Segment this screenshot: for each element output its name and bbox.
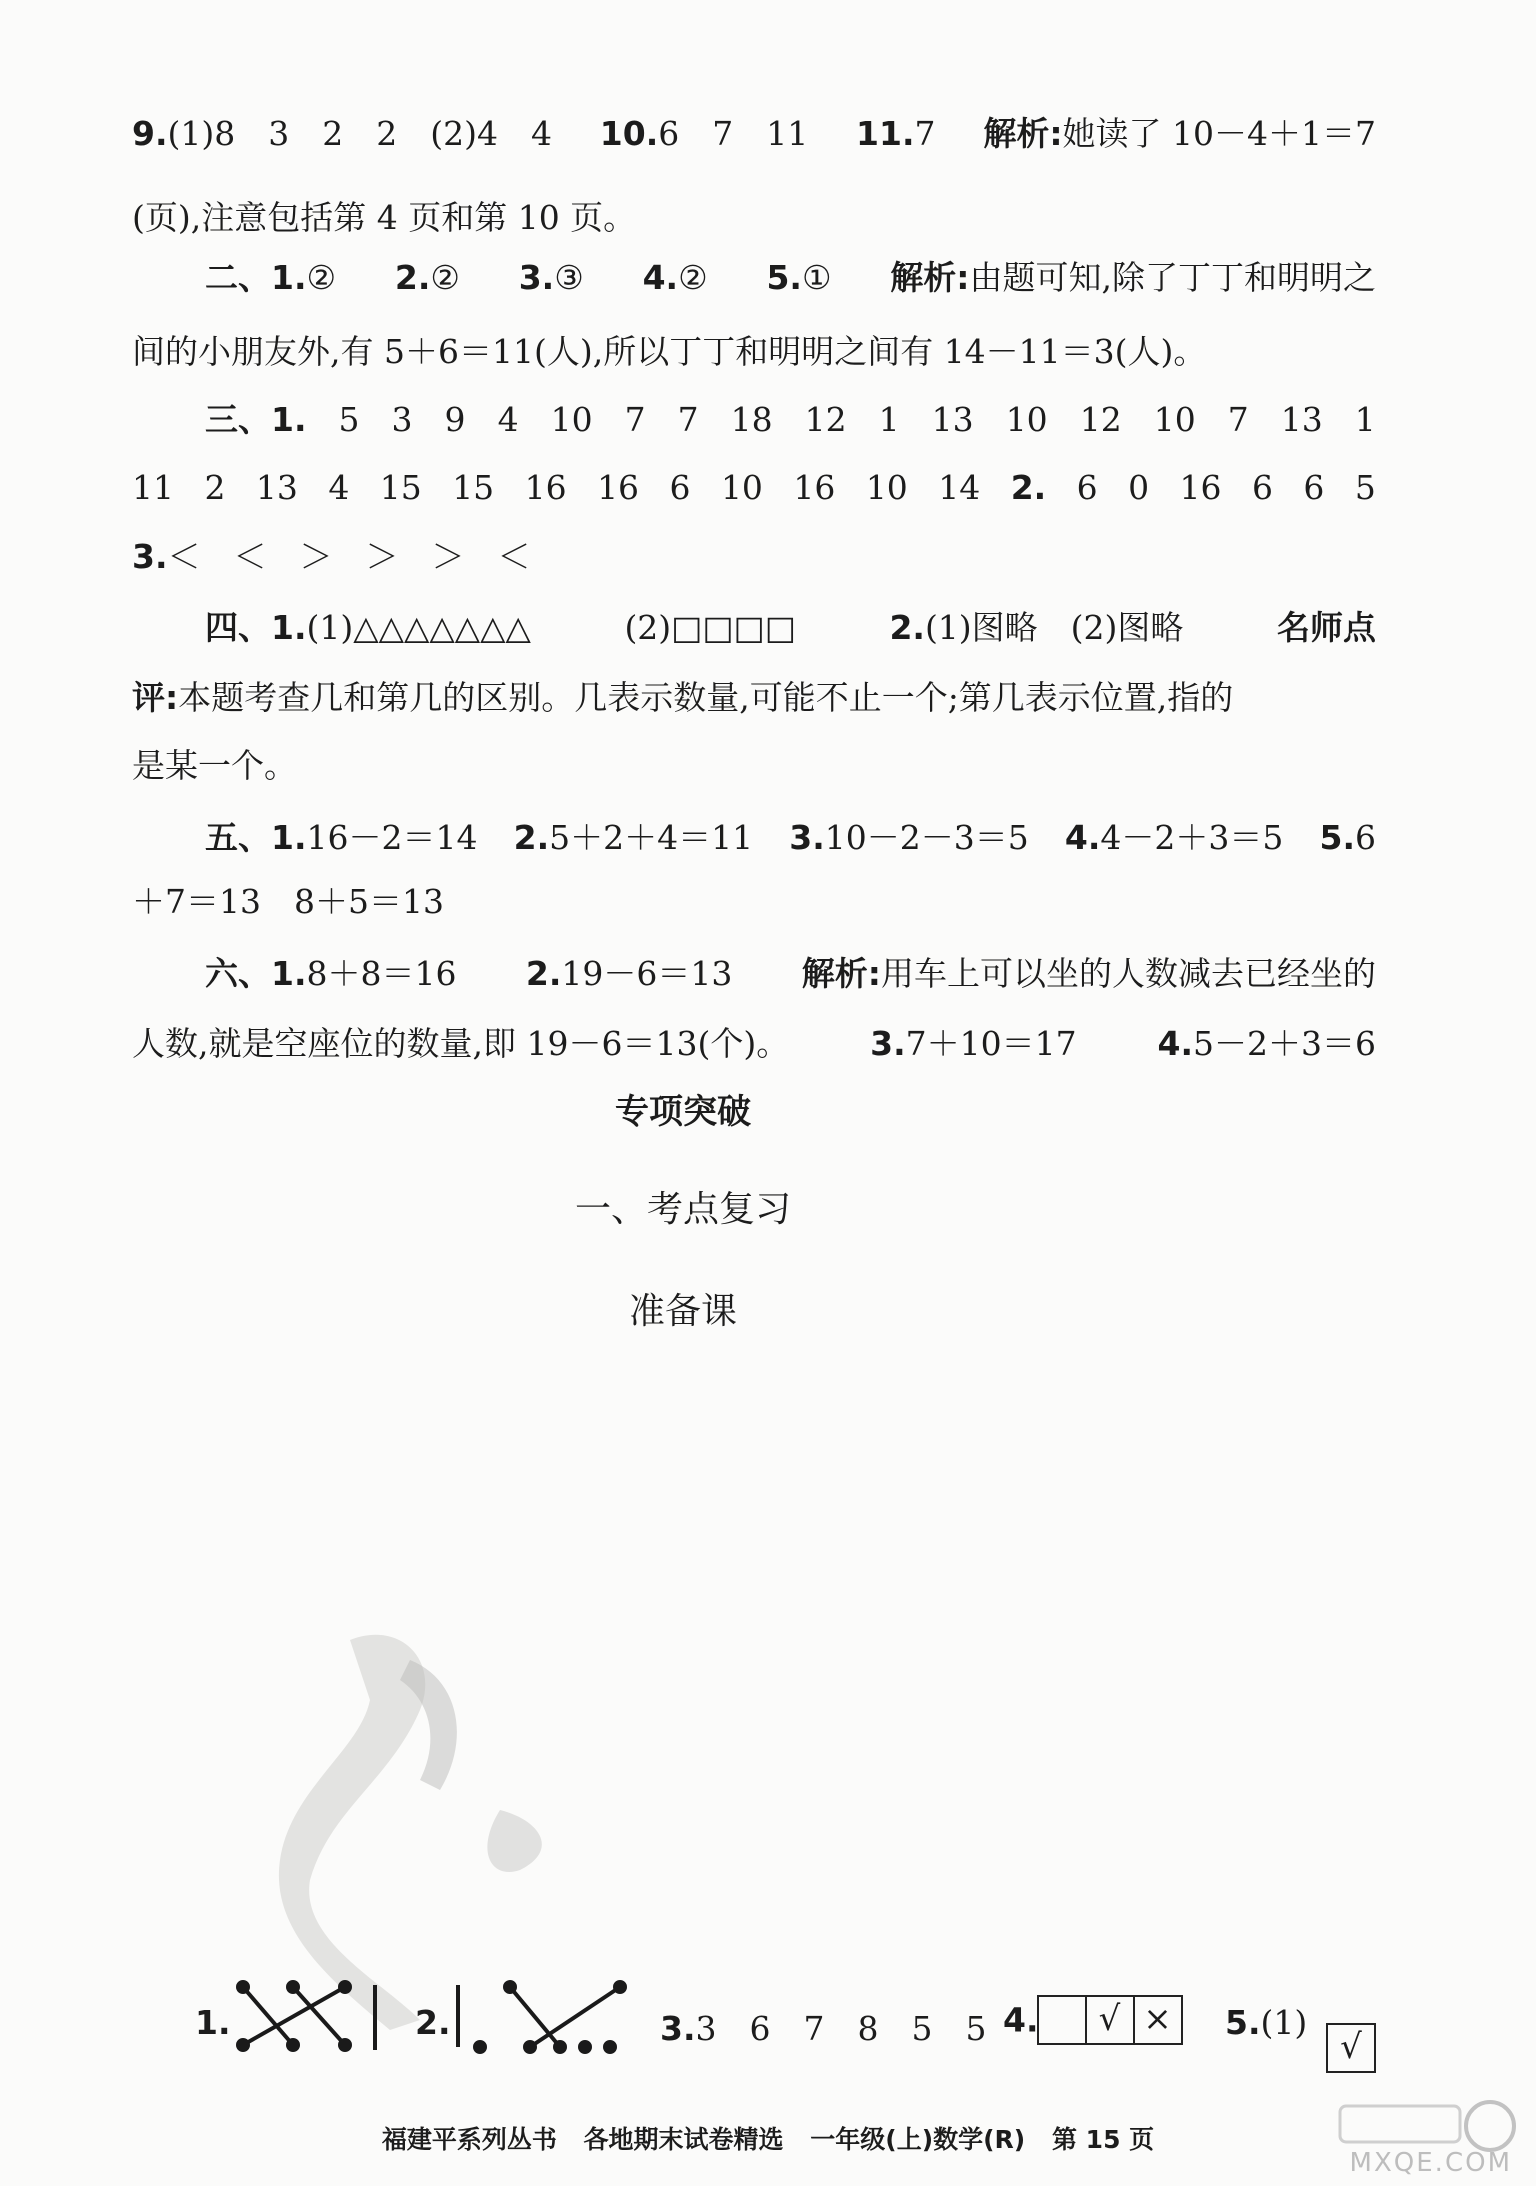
answer-text: (1)图略 (2)图略 — [924, 608, 1184, 647]
watermark-text: MXQE.COM — [1349, 2148, 1512, 2178]
calc-answer: 6 — [1303, 468, 1325, 507]
question-number: 4. — [1157, 1024, 1193, 1063]
calc-answer: 1 — [878, 400, 900, 439]
calc-answer: 16 — [524, 468, 567, 507]
answer-line-4 — [205, 606, 1376, 650]
equation: 10－2－3＝5 — [824, 818, 1029, 857]
answer-box-cross: × — [1133, 1995, 1183, 2045]
answer-text: 7 — [914, 114, 936, 153]
calc-answer: 18 — [730, 400, 773, 439]
section-number: 三、1. — [205, 400, 307, 439]
calc-answer: 7 — [1227, 400, 1249, 439]
answer-line-3-row3 — [132, 535, 1376, 579]
calc-answer: 4 — [328, 468, 350, 507]
calc-answer: 16 — [793, 468, 836, 507]
calc-answer: 16 — [597, 468, 640, 507]
answer-text: 6 7 11 — [658, 114, 809, 153]
equation: 19－6＝13 — [561, 954, 733, 993]
question-number: 2. — [394, 258, 431, 297]
heading-prep: 准备课 — [628, 1291, 737, 1332]
calc-answer: 2 — [204, 468, 226, 507]
question-number: 2. — [513, 818, 550, 857]
prep-answers-row — [195, 1955, 1376, 2065]
calc-answer: 4 — [497, 400, 519, 439]
comment-text: 本题考查几和第几的区别。几表示数量,可能不止一个;第几表示位置,指的 — [178, 678, 1234, 717]
section-number: 四、1. — [205, 608, 307, 647]
question-number: 3. — [518, 258, 555, 297]
question-number: 3. — [660, 2009, 696, 2048]
equation: 6 — [1355, 818, 1376, 857]
answer-box — [1037, 1995, 1087, 2045]
analysis-text: 由题可知,除了丁丁和明明之 — [969, 258, 1376, 297]
section-number: 二、1. — [205, 258, 307, 297]
answer-box-check: √ — [1085, 1995, 1135, 2045]
analysis-text: 人数,就是空座位的数量,即 19－6＝13(个)。 — [132, 1024, 790, 1063]
calc-answer: 0 — [1128, 468, 1150, 507]
question-number: 10. — [599, 114, 659, 153]
question-number: 9. — [132, 114, 168, 153]
calc-answer: 11 — [132, 468, 174, 507]
squares: (2)□□□□ — [624, 608, 796, 647]
answer-line-6 — [205, 952, 1376, 996]
section-number: 六、1. — [205, 954, 307, 993]
equation: 4－2＋3＝5 — [1100, 818, 1284, 857]
heading-special: 专项突破 — [615, 1092, 751, 1132]
equation: 5－2＋3＝6 — [1193, 1024, 1376, 1063]
heading-review: 一、考点复习 — [574, 1189, 791, 1230]
calc-answer: 5 — [1354, 468, 1376, 507]
answer-text: ③ — [554, 258, 584, 297]
calc-answer: 12 — [804, 400, 847, 439]
answer-text: ① — [801, 258, 832, 297]
answer-line-6-cont — [132, 1022, 1376, 1066]
analysis-label: 解析: — [890, 258, 970, 297]
calc-answer: 10 — [865, 468, 908, 507]
calc-answer: 5 — [338, 400, 360, 439]
teacher-comment-label: 名师点 — [1276, 608, 1376, 647]
question-number: 3. — [789, 818, 825, 857]
answer-text: 3 6 7 8 5 5 — [695, 2009, 987, 2048]
calc-answer: 6 — [669, 468, 691, 507]
answer-line-4-cont — [132, 676, 1376, 720]
answer-line-5-cont: ＋7＝13 8＋5＝13 — [132, 882, 444, 921]
calc-answer: 10 — [550, 400, 593, 439]
question-number: 2. — [415, 2003, 451, 2042]
calc-answer: 6 — [1251, 468, 1273, 507]
calc-answer: 10 — [720, 468, 763, 507]
answer-line-5 — [205, 816, 1376, 860]
question-number: 2. — [889, 608, 925, 647]
question-number: 11. — [856, 114, 915, 153]
question-number: 4. — [1064, 818, 1101, 857]
answer-text: ② — [430, 258, 460, 297]
equation: 8＋8＝16 — [306, 954, 457, 993]
question-number: 5. — [1225, 2003, 1261, 2042]
page-footer — [0, 2120, 1536, 2156]
footer-page: 第 15 页 — [1051, 2125, 1155, 2154]
equation: 7＋10＝17 — [905, 1024, 1077, 1063]
analysis-label: 解析: — [801, 954, 881, 993]
answer-line-2 — [205, 256, 1376, 300]
analysis-label: 解析: — [983, 114, 1063, 153]
calc-answer: 9 — [444, 400, 466, 439]
question-number: 3. — [132, 537, 168, 576]
footer-grade: 一年级(上)数学(R) — [810, 2125, 1026, 2154]
calc-answer: 13 — [255, 468, 298, 507]
calc-answer: 7 — [677, 400, 699, 439]
answer-line-4-cont2: 是某一个。 — [132, 746, 297, 785]
sub-question: (1) — [1260, 2003, 1308, 2042]
calc-answer: 14 — [938, 468, 981, 507]
calc-answer: 1 — [1354, 400, 1376, 439]
answer-line-9-cont: (页),注意包括第 4 页和第 10 页。 — [132, 198, 637, 237]
question-number: 4. — [642, 258, 679, 297]
calc-answer: 16 — [1179, 468, 1222, 507]
answer-text: ② — [306, 258, 337, 297]
question-number: 2. — [525, 954, 562, 993]
calc-answer: 13 — [1280, 400, 1323, 439]
question-number: 1. — [195, 2003, 231, 2042]
answer-text: (1)8 3 2 2 (2)4 4 — [167, 114, 552, 153]
footer-series: 福建平系列丛书 — [381, 2125, 557, 2154]
compare-signs: ＜ ＜ ＞ ＞ ＞ ＜ — [167, 537, 531, 576]
calc-answer: 12 — [1079, 400, 1122, 439]
answer-line-3-row2 — [132, 466, 1376, 510]
footer-title: 各地期末试卷精选 — [583, 2125, 784, 2154]
triangles: (1)△△△△△△△ — [306, 608, 531, 647]
calc-answer: 15 — [452, 468, 495, 507]
question-number: 3. — [870, 1024, 906, 1063]
calc-answer: 6 — [1076, 468, 1098, 507]
matching-lines-2 — [450, 1975, 640, 2065]
answer-line-2-cont: 间的小朋友外,有 5＋6＝11(人),所以丁丁和明明之间有 14－11＝3(人)。 — [132, 332, 1207, 371]
section-number: 五、1. — [205, 818, 307, 857]
calc-answer: 13 — [931, 400, 974, 439]
equation: 5＋2＋4＝11 — [549, 818, 754, 857]
analysis-text: 用车上可以坐的人数减去已经坐的 — [880, 954, 1376, 993]
calc-answer: 10 — [1005, 400, 1048, 439]
calc-answer: 3 — [391, 400, 413, 439]
question-number: 2. — [1010, 468, 1047, 507]
calc-answer: 7 — [624, 400, 646, 439]
equation: 16－2＝14 — [306, 818, 478, 857]
calc-answer: 15 — [379, 468, 422, 507]
analysis-text: 她读了 10－4＋1＝7 — [1062, 114, 1376, 153]
calc-answer: 10 — [1153, 400, 1196, 439]
question-number: 5. — [766, 258, 802, 297]
answer-line-3-row1 — [205, 398, 1376, 442]
answer-box-check: √ — [1326, 2023, 1376, 2073]
question-number: 4. — [1003, 2000, 1039, 2040]
answer-line-9 — [132, 112, 1376, 156]
matching-lines-1 — [235, 1975, 385, 2065]
answer-text: ② — [678, 258, 708, 297]
teacher-comment-label-cont: 评: — [132, 678, 179, 717]
question-number: 5. — [1319, 818, 1355, 857]
